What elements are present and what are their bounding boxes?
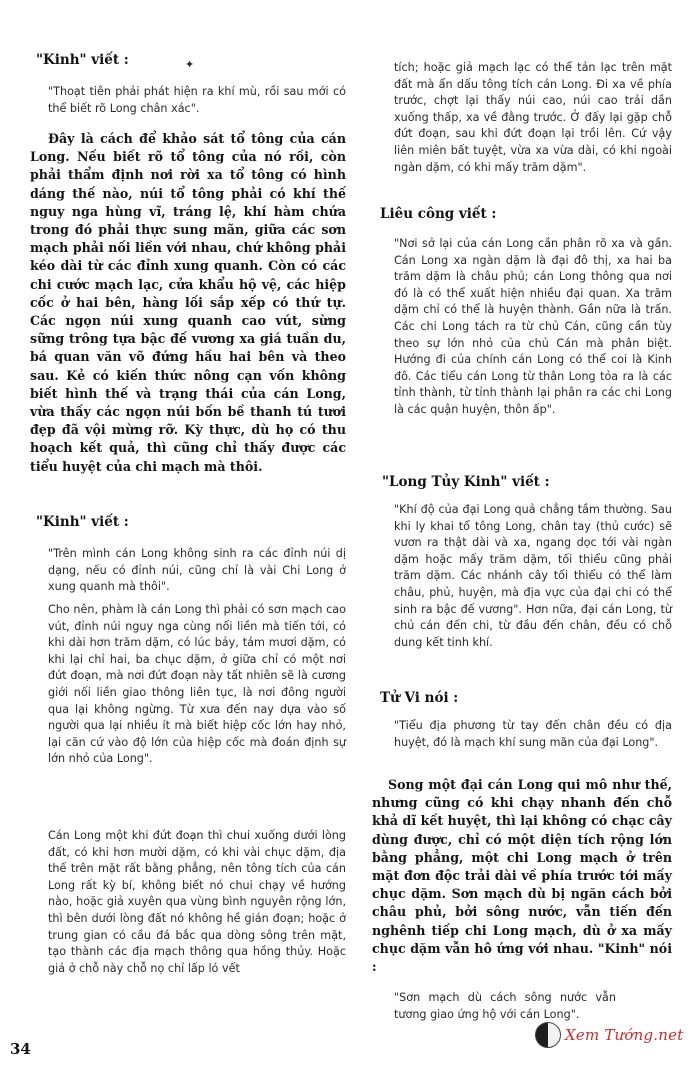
paragraph-son-mach: Cho nên, phàm là cán Long thì phải có sơn mạch cao vút, đỉnh núi nguy nga cùng nối liền mà tiến tới, có khi dài hơn trăm dặm, có lúc bảy, tám mươi dặm, có khi lại chỉ hai, ba chục dặm, ở giữa chỉ có một nơi đứt đoạn, mà nơi đứt đoạn này tất nhiên sẽ là cương giới nối liền giao thông liên tục, là nơi đông người qua lại không ngừng. Từ xưa đến nay dựa vào số người qua lại nhiều ít mà biết hiệp cốc lớn hay nhỏ, lại căn cứ vào độ lớn của hiệp cốc mà đoán định sự lớn nhỏ của Long". <box>48 603 346 766</box>
quote-lieu-cong: "Nơi sở lại của cán Long cần phân rõ xa và gần. Cán Long xa ngàn dặm là đại đô thị, xa hai ba trăm dặm là châu phủ; cán Long thông qua nơi đó là có thể xuất hiện nhiều đại quan. Xa trăm dặm chỉ có thể là huyện thành. Gần nữa là trấn. Các chi Long tách ra từ chủ Cán, cũng cần tùy theo sự lớn nhỏ của chủ Cán mà phân biệt. Hướng đi của chính cán Long có thể coi là Kinh đô. Các tiểu cán Long từ thân Long tỏa ra là các tỉnh thành, từ tỉnh thành lại phân ra các chi Long là các quận huyện, thôn ấp". <box>394 237 672 416</box>
citation-lieu-cong: Liêu công viết : <box>380 206 497 222</box>
paragraph-dut-doan: Cán Long một khi đứt đoạn thì chui xuống dưới lòng đất, có khi hơn mười dặm, có khi vài chục dặm, địa thế trên mặt rất bằng phẳng, nên tông tích của cán Long rất kỳ bí, không biết nó chui chạy về hướng nào, hoặc giả xuyên qua vùng bình nguyên rộng lớn, thì bên dưới lòng đất nó không hề gián đoạn; hoặc ở trung gian có cầu đá bắc qua dòng sông trên mặt, tạo thành các địa mạch thông qua hồng thủy. Hoặc giả ở chỗ này chỗ nọ chỉ lấp ló vết <box>48 829 346 975</box>
quote-khi-mu: "Thoạt tiên phải phát hiện ra khí mù, rồi sau mới có thể biết rõ Long chân xác". <box>48 85 346 115</box>
page-number: 34 <box>10 1040 31 1058</box>
quote-dinh-nui: "Trên mình cán Long không sinh ra các đỉnh núi dị dạng, nếu có đỉnh núi, cũng chỉ là vài Chi Long ở xung quanh mà thôi". <box>48 547 346 594</box>
watermark-logo <box>535 1015 695 1055</box>
quote-continuation: tích; hoặc giả mạch lạc có thể tản lạc trên mặt đất mà ẩn dấu tông tích cán Long. Đi xa về phía trước, chợt lại thấy núi cao, núi cao trải dần xuống thấp, xa về đằng trước. Ở đấy lại gặp chỗ đứt đoạn, sau khi đứt đoạn lại trồi lên. Cứ vậy liên miên bất tuyệt, vừa xa vừa dài, có khi ngoài ngàn dặm, có khi mấy trăm dặm". <box>394 61 672 174</box>
citation-tu-vi: Tử Vi nói : <box>380 690 459 706</box>
quote-son-mach: "Sơn mạch dù cách sông nước vẫn tương giao ứng hộ với cán Long". <box>394 991 616 1021</box>
citation-kinh-2: "Kinh" viết : <box>36 514 129 530</box>
paragraph-to-tong: Đây là cách để khảo sát tổ tông của cán Long. Nếu biết rõ tổ tông của nó rồi, còn phải thẩm định nơi rời xa tổ tông có hình dáng thế nào, núi tổ tông phải có khí thế nguy nga hùng vĩ, tráng lệ, khí hàm chứa trong đó phải thực sung mãn, giữa các sơn mạch phải nối liền với nhau, chứ không phải kéo dài từ các đỉnh xung quanh. Còn có các chi cước mạch lạc, cửa khẩu hộ vệ, các hiệp cốc ở hai bên, hàng lối sắp xếp có thứ tự. Các ngọn núi xung quanh cao vút, sừng sững trông tựa bậc đế vương xa giá tuần du, bá quan văn võ đứng hầu hai bên và theo sau. Kẻ có kiến thức nông cạn vốn không biết hình thế và trạng thái của cán Long, vừa thấy các ngọn núi bốn bề thanh tú tươi đẹp đã vội mừng rỡ. Kỳ thực, dù họ có thu hoạch kết quả, thì cũng chỉ thấy được các tiểu huyệt của chi mạch mà thôi. <box>30 131 346 474</box>
decorative-mark: ✦ <box>185 58 195 71</box>
quote-tu-vi: "Tiểu địa phương từ tay đến chân đều có địa huyệt, đó là mạch khí sung mãn của đại Long". <box>394 719 672 749</box>
watermark-text: Xem Tướng.net <box>565 1026 684 1044</box>
yin-yang-icon <box>535 1022 561 1048</box>
quote-long-tuy-kinh: "Khí độ của đại Long quả chẳng tầm thường. Sau khi ly khai tổ tông Long, chân tay (thủ cước) sẽ vươn ra thật dài và xa, ngang dọc tới vài ngàn dặm hoặc mấy trăm dặm, tối thiểu cũng phải trăm dặm. Các nhánh cây tối thiểu có thể làm châu, phủ, huyện, mà địa vực của đại chi có thể sinh ra bậc đế vương". Hơn nữa, đại cán Long, từ chủ cán đến chi, từ đầu đến chân, đều có chỗ dung kết tinh khí. <box>394 503 672 649</box>
citation-long-tuy-kinh: "Long Tủy Kinh" viết : <box>382 474 550 490</box>
citation-kinh-1: "Kinh" viết : <box>36 52 129 68</box>
paragraph-dai-can-long: Song một đại cán Long qui mô như thế, nhưng cũng có khi chạy nhanh đến chỗ khả dĩ kết huyệt, thì lại không có chạc cây dùng được, chỉ có một diện tích rộng lớn bằng phẳng, một chi Long mạch ở trên mặt đơn độc trải dài về phía trước tới mấy chục dặm. Sơn mạch dù bị ngăn cách bởi châu phủ, bởi sông nước, vẫn tiến đến nghênh tiếp chi Long mạch, dù ở xa mấy chục dặm vẫn hô ứng với nhau. "Kinh" nói : <box>372 777 672 975</box>
